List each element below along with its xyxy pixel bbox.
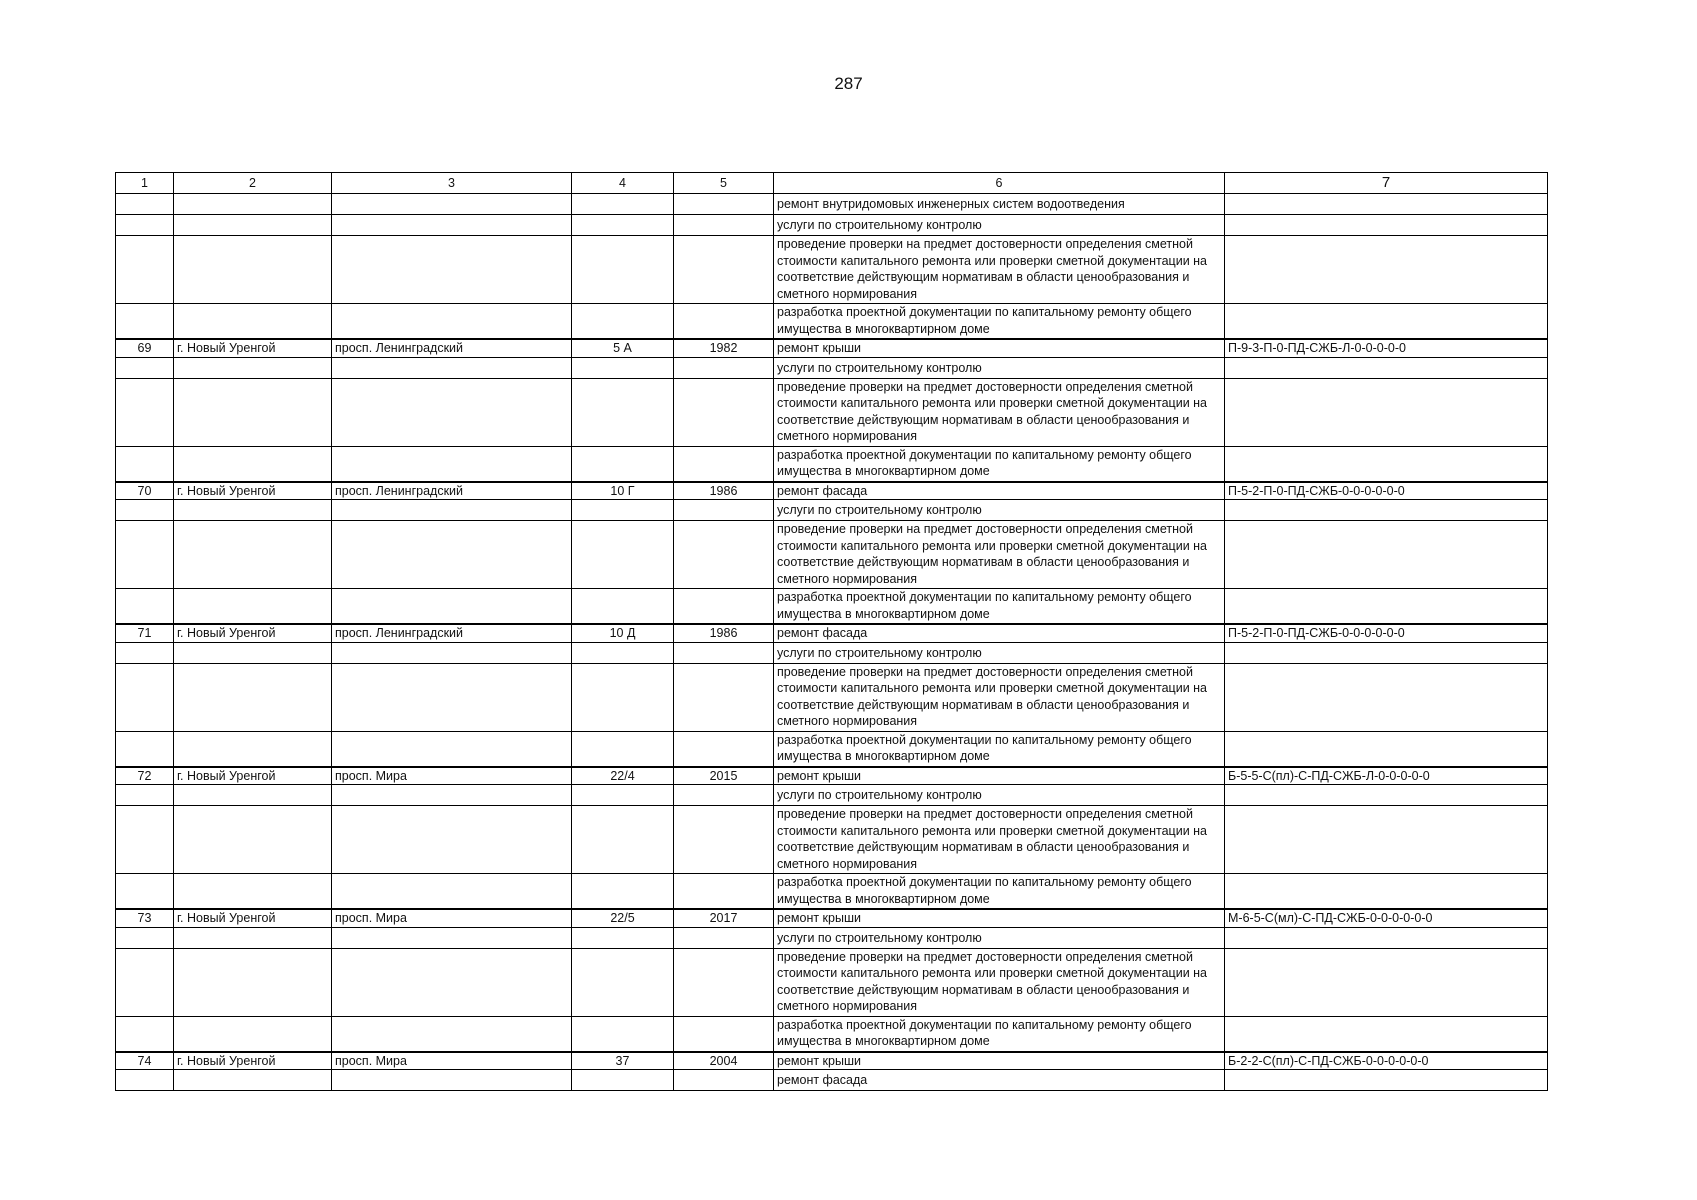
work-type-cell: разработка проектной документации по капитальному ремонту общего имущества в многоквартирном доме [774,304,1225,340]
row-number-cell: 69 [116,339,174,357]
table-row [116,378,1548,446]
city-cell: г. Новый Уренгой [174,1052,332,1070]
street-cell [332,378,572,446]
city-cell [174,731,332,767]
year-cell [674,663,774,731]
row-number-cell [116,215,174,236]
year-cell [674,874,774,910]
page-number: 287 [834,74,863,93]
house-cell: 5 А [572,339,674,357]
table-row [116,927,1548,948]
work-type-cell: разработка проектной документации по капитальному ремонту общего имущества в многоквартирном доме [774,874,1225,910]
street-cell [332,357,572,378]
building-code-cell [1225,785,1548,806]
work-type-cell: разработка проектной документации по капитальному ремонту общего имущества в многоквартирном доме [774,1016,1225,1052]
table-row [116,731,1548,767]
street-cell: просп. Мира [332,1052,572,1070]
table-row [116,357,1548,378]
work-type-cell: ремонт крыши [774,1052,1225,1070]
city-cell [174,927,332,948]
house-cell: 10 Г [572,482,674,500]
row-number-cell: 73 [116,909,174,927]
street-cell [332,785,572,806]
year-cell [674,785,774,806]
year-cell [674,1016,774,1052]
work-type-cell: услуги по строительному контролю [774,785,1225,806]
city-cell [174,806,332,874]
column-number-row [116,173,1548,194]
house-cell [572,1070,674,1091]
year-cell: 2004 [674,1052,774,1070]
row-number-cell [116,521,174,589]
street-cell [332,215,572,236]
city-cell [174,521,332,589]
house-cell [572,446,674,482]
work-type-cell: проведение проверки на предмет достоверности определения сметной стоимости капитального ремонта или проверки сметной документации на соответствие действующим нормативам в области ценообразования и сметного нормирования [774,948,1225,1016]
row-number-cell [116,589,174,625]
row-number-cell [116,927,174,948]
building-code-cell: П-9-3-П-0-ПД-СЖБ-Л-0-0-0-0-0 [1225,339,1548,357]
row-number-cell [116,194,174,215]
year-cell [674,357,774,378]
table-row [116,236,1548,304]
city-cell [174,1070,332,1091]
building-code-cell [1225,731,1548,767]
street-cell [332,500,572,521]
row-number-cell [116,357,174,378]
city-cell [174,194,332,215]
row-number-cell [116,948,174,1016]
year-cell [674,521,774,589]
row-number-cell [116,446,174,482]
street-cell [332,589,572,625]
street-cell [332,948,572,1016]
house-cell [572,357,674,378]
house-cell [572,1016,674,1052]
building-code-cell: П-5-2-П-0-ПД-СЖБ-0-0-0-0-0-0 [1225,482,1548,500]
city-cell [174,446,332,482]
house-cell [572,378,674,446]
table-body [116,194,1548,1091]
street-cell [332,236,572,304]
table-row [116,874,1548,910]
year-cell [674,378,774,446]
building-code-cell: М-6-5-С(мл)-С-ПД-СЖБ-0-0-0-0-0-0 [1225,909,1548,927]
work-type-cell: услуги по строительному контролю [774,927,1225,948]
year-cell [674,642,774,663]
house-cell: 22/5 [572,909,674,927]
work-type-cell: разработка проектной документации по капитальному ремонту общего имущества в многоквартирном доме [774,589,1225,625]
table-row [116,446,1548,482]
city-cell [174,589,332,625]
building-code-cell [1225,215,1548,236]
city-cell: г. Новый Уренгой [174,339,332,357]
city-cell [174,500,332,521]
house-cell [572,731,674,767]
building-code-cell [1225,500,1548,521]
year-cell [674,194,774,215]
year-cell [674,1070,774,1091]
year-cell [674,731,774,767]
year-cell [674,589,774,625]
work-type-cell: ремонт фасада [774,1070,1225,1091]
row-number-cell: 72 [116,767,174,785]
table-row [116,1070,1548,1091]
city-cell [174,948,332,1016]
work-type-cell: ремонт фасада [774,624,1225,642]
street-cell [332,1016,572,1052]
column-header-7: 7 [1225,173,1548,194]
house-cell [572,874,674,910]
building-code-cell [1225,357,1548,378]
row-number-cell [116,806,174,874]
row-number-cell: 71 [116,624,174,642]
house-cell [572,806,674,874]
year-cell [674,304,774,340]
year-cell: 1982 [674,339,774,357]
row-number-cell [116,731,174,767]
city-cell: г. Новый Уренгой [174,482,332,500]
city-cell [174,785,332,806]
work-type-cell: ремонт крыши [774,767,1225,785]
row-number-cell [116,304,174,340]
work-type-cell: проведение проверки на предмет достоверности определения сметной стоимости капитального ремонта или проверки сметной документации на соответствие действующим нормативам в области ценообразования и сметного нормирования [774,521,1225,589]
column-header-4: 4 [572,173,674,194]
building-code-cell [1225,874,1548,910]
table-row [116,482,1548,500]
building-code-cell [1225,642,1548,663]
street-cell [332,642,572,663]
building-code-cell [1225,1070,1548,1091]
work-type-cell: услуги по строительному контролю [774,642,1225,663]
year-cell: 1986 [674,482,774,500]
work-type-cell: проведение проверки на предмет достоверности определения сметной стоимости капитального ремонта или проверки сметной документации на соответствие действующим нормативам в области ценообразования и сметного нормирования [774,806,1225,874]
row-number-cell [116,236,174,304]
building-code-cell [1225,304,1548,340]
year-cell [674,446,774,482]
row-number-cell [116,1070,174,1091]
building-code-cell [1225,589,1548,625]
table-row [116,663,1548,731]
table-row [116,589,1548,625]
column-header-6: 6 [774,173,1225,194]
building-code-cell [1225,806,1548,874]
street-cell [332,927,572,948]
column-header-1: 1 [116,173,174,194]
year-cell: 2017 [674,909,774,927]
work-type-cell: ремонт крыши [774,909,1225,927]
work-type-cell: ремонт фасада [774,482,1225,500]
work-type-cell: проведение проверки на предмет достоверности определения сметной стоимости капитального ремонта или проверки сметной документации на соответствие действующим нормативам в области ценообразования и сметного нормирования [774,663,1225,731]
city-cell: г. Новый Уренгой [174,624,332,642]
table-row [116,521,1548,589]
house-cell [572,642,674,663]
building-code-cell: Б-5-5-С(пл)-С-ПД-СЖБ-Л-0-0-0-0-0 [1225,767,1548,785]
table-row [116,1016,1548,1052]
year-cell [674,500,774,521]
house-cell: 22/4 [572,767,674,785]
table-row [116,785,1548,806]
row-number-cell: 70 [116,482,174,500]
year-cell [674,215,774,236]
column-header-2: 2 [174,173,332,194]
house-cell [572,236,674,304]
city-cell: г. Новый Уренгой [174,767,332,785]
work-type-cell: проведение проверки на предмет достоверности определения сметной стоимости капитального ремонта или проверки сметной документации на соответствие действующим нормативам в области ценообразования и сметного нормирования [774,378,1225,446]
building-code-cell [1225,663,1548,731]
house-cell: 10 Д [572,624,674,642]
table-row [116,806,1548,874]
building-code-cell: Б-2-2-С(пл)-С-ПД-СЖБ-0-0-0-0-0-0 [1225,1052,1548,1070]
street-cell [332,806,572,874]
building-code-cell [1225,927,1548,948]
house-cell [572,927,674,948]
building-code-cell [1225,378,1548,446]
row-number-cell [116,378,174,446]
table-row [116,215,1548,236]
table-row [116,304,1548,340]
building-code-cell [1225,194,1548,215]
house-cell [572,948,674,1016]
row-number-cell [116,500,174,521]
work-type-cell: услуги по строительному контролю [774,357,1225,378]
city-cell [174,215,332,236]
city-cell [174,642,332,663]
house-cell [572,589,674,625]
street-cell [332,521,572,589]
table-row [116,1052,1548,1070]
work-type-cell: услуги по строительному контролю [774,215,1225,236]
row-number-cell [116,663,174,731]
year-cell [674,806,774,874]
year-cell: 2015 [674,767,774,785]
street-cell: просп. Ленинградский [332,482,572,500]
street-cell: просп. Мира [332,909,572,927]
row-number-cell [116,642,174,663]
table-row [116,767,1548,785]
row-number-cell: 74 [116,1052,174,1070]
street-cell: просп. Ленинградский [332,624,572,642]
building-code-cell [1225,521,1548,589]
street-cell [332,446,572,482]
building-code-cell [1225,1016,1548,1052]
table-row [116,909,1548,927]
city-cell [174,1016,332,1052]
house-cell [572,304,674,340]
table-row [116,194,1548,215]
column-header-5: 5 [674,173,774,194]
street-cell: просп. Ленинградский [332,339,572,357]
street-cell [332,1070,572,1091]
year-cell [674,948,774,1016]
house-cell [572,663,674,731]
work-type-cell: разработка проектной документации по капитальному ремонту общего имущества в многоквартирном доме [774,731,1225,767]
year-cell: 1986 [674,624,774,642]
row-number-cell [116,874,174,910]
street-cell [332,874,572,910]
street-cell [332,731,572,767]
work-type-cell: разработка проектной документации по капитальному ремонту общего имущества в многоквартирном доме [774,446,1225,482]
city-cell [174,663,332,731]
work-type-cell: проведение проверки на предмет достоверности определения сметной стоимости капитального ремонта или проверки сметной документации на соответствие действующим нормативам в области ценообразования и сметного нормирования [774,236,1225,304]
house-cell: 37 [572,1052,674,1070]
city-cell [174,874,332,910]
house-cell [572,194,674,215]
city-cell [174,236,332,304]
house-cell [572,215,674,236]
building-code-cell [1225,948,1548,1016]
city-cell: г. Новый Уренгой [174,909,332,927]
building-code-cell [1225,236,1548,304]
building-code-cell [1225,446,1548,482]
repair-register-table [115,172,1548,1091]
year-cell [674,927,774,948]
city-cell [174,304,332,340]
city-cell [174,357,332,378]
work-type-cell: ремонт крыши [774,339,1225,357]
work-type-cell: ремонт внутридомовых инженерных систем водоотведения [774,194,1225,215]
building-code-cell: П-5-2-П-0-ПД-СЖБ-0-0-0-0-0-0 [1225,624,1548,642]
house-cell [572,521,674,589]
table-row [116,948,1548,1016]
table-row [116,500,1548,521]
street-cell [332,663,572,731]
table-row [116,339,1548,357]
row-number-cell [116,785,174,806]
house-cell [572,785,674,806]
street-cell: просп. Мира [332,767,572,785]
year-cell [674,236,774,304]
table-row [116,624,1548,642]
street-cell [332,304,572,340]
table-row [116,642,1548,663]
column-header-3: 3 [332,173,572,194]
work-type-cell: услуги по строительному контролю [774,500,1225,521]
street-cell [332,194,572,215]
row-number-cell [116,1016,174,1052]
house-cell [572,500,674,521]
city-cell [174,378,332,446]
